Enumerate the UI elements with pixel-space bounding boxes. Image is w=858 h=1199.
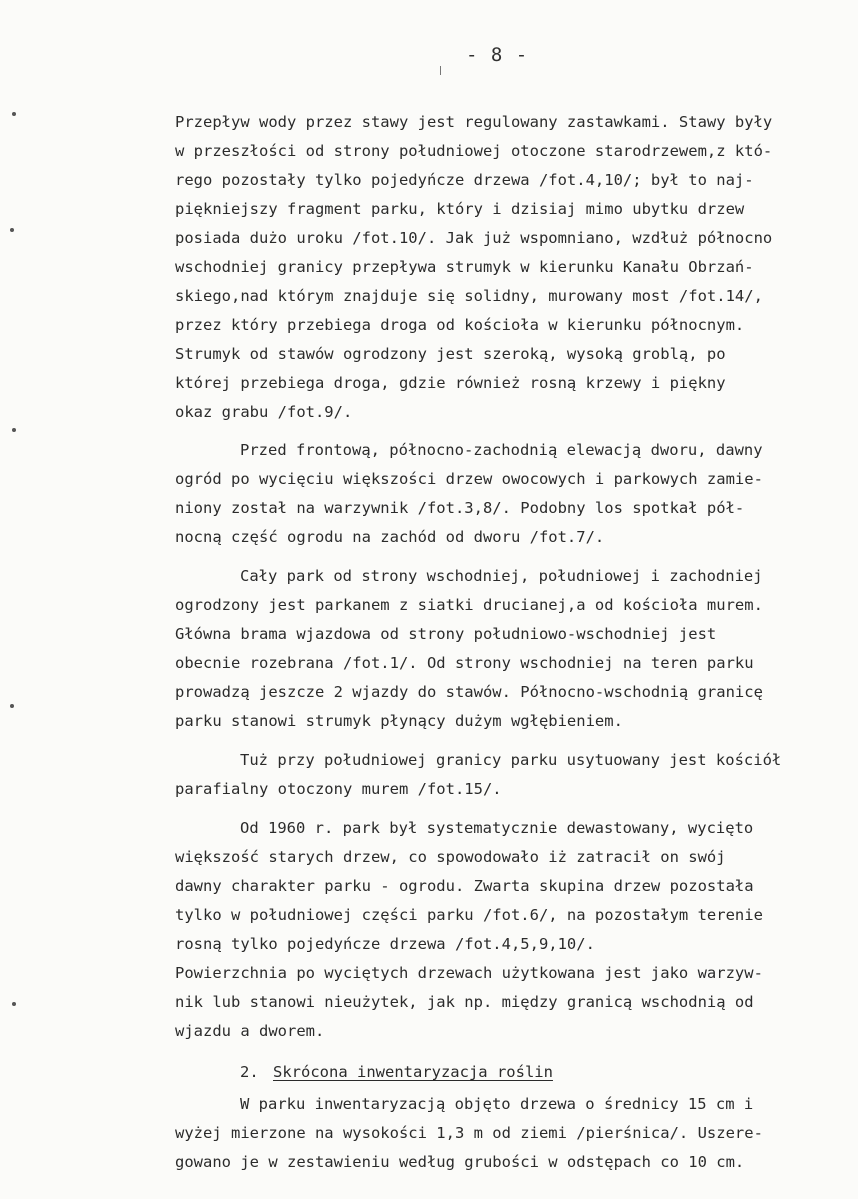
text-line: parku stanowi strumyk płynący dużym wgłębieniem. xyxy=(175,712,623,730)
text-line: wyżej mierzone na wysokości 1,3 m od ziemi /pierśnica/. Uszere- xyxy=(175,1124,763,1142)
text-line: rego pozostały tylko pojedyńcze drzewa /fot.4,10/; był to naj- xyxy=(175,171,754,189)
text-line: posiada dużo uroku /fot.10/. Jak już wspomniano, wzdłuż północno xyxy=(175,229,773,247)
text-line: dawny charakter parku - ogrodu. Zwarta skupina drzew pozostała xyxy=(175,877,754,895)
text-line: której przebiega droga, gdzie również rosną krzewy i piękny xyxy=(175,374,726,392)
text-line: gowano je w zestawieniu według grubości w odstępach co 10 cm. xyxy=(175,1153,745,1171)
margin-dot xyxy=(10,228,14,232)
text-line: przez który przebiega droga od kościoła w kierunku północnym. xyxy=(175,316,745,334)
margin-dot xyxy=(10,704,14,708)
text-line: wschodniej granicy przepływa strumyk w kierunku Kanału Obrzań- xyxy=(175,258,754,276)
text-line: obecnie rozebrana /fot.1/. Od strony wschodniej na teren parku xyxy=(175,654,754,672)
page-number: - 8 - xyxy=(466,44,529,66)
section-heading: Skrócona inwentaryzacja roślin xyxy=(273,1063,553,1081)
text-line: Cały park od strony wschodniej, południowej i zachodniej xyxy=(240,567,763,585)
text-line: większość starych drzew, co spowodowało iż zatracił on swój xyxy=(175,848,726,866)
text-line: rosną tylko pojedyńcze drzewa /fot.4,5,9,10/. xyxy=(175,935,595,953)
text-line: Przed frontową, północno-zachodnią elewacją dworu, dawny xyxy=(240,441,763,459)
text-line: ogród po wycięciu większości drzew owocowych i parkowych zamie- xyxy=(175,470,763,488)
text-line: nocną część ogrodu na zachód od dworu /fot.7/. xyxy=(175,528,605,546)
text-line: ogrodzony jest parkanem z siatki drucianej,a od kościoła murem. xyxy=(175,596,763,614)
text-line: Powierzchnia po wyciętych drzewach użytkowana jest jako warzyw- xyxy=(175,964,763,982)
text-line: Od 1960 r. park był systematycznie dewastowany, wycięto xyxy=(240,819,754,837)
text-line: parafialny otoczony murem /fot.15/. xyxy=(175,780,502,798)
tick-mark xyxy=(440,66,441,75)
text-line: Główna brama wjazdowa od strony południowo-wschodniej jest xyxy=(175,625,717,643)
section-number: 2. xyxy=(240,1063,268,1081)
text-line: wjazdu a dworem. xyxy=(175,1022,325,1040)
text-line: skiego,nad którym znajduje się solidny, murowany most /fot.14/, xyxy=(175,287,763,305)
text-line: niony został na warzywnik /fot.3,8/. Podobny los spotkał pół- xyxy=(175,499,745,517)
margin-dot xyxy=(12,112,16,116)
text-line: prowadzą jeszcze 2 wjazdy do stawów. Północno-wschodnią granicę xyxy=(175,683,763,701)
text-line: Tuż przy południowej granicy parku usytuowany jest kościół xyxy=(240,751,782,769)
margin-dot xyxy=(12,1002,16,1006)
text-line: Strumyk od stawów ogrodzony jest szeroką, wysoką groblą, po xyxy=(175,345,726,363)
text-line: W parku inwentaryzacją objęto drzewa o średnicy 15 cm i xyxy=(240,1095,754,1113)
text-line: nik lub stanowi nieużytek, jak np. między granicą wschodnią od xyxy=(175,993,754,1011)
text-line: w przeszłości od strony południowej otoczone starodrzewem,z któ- xyxy=(175,142,773,160)
text-line: Przepływ wody przez stawy jest regulowany zastawkami. Stawy były xyxy=(175,113,773,131)
text-line: tylko w południowej części parku /fot.6/, na pozostałym terenie xyxy=(175,906,763,924)
text-line: piękniejszy fragment parku, który i dzisiaj mimo ubytku drzew xyxy=(175,200,745,218)
margin-dot xyxy=(12,428,16,432)
text-line: okaz grabu /fot.9/. xyxy=(175,403,353,421)
